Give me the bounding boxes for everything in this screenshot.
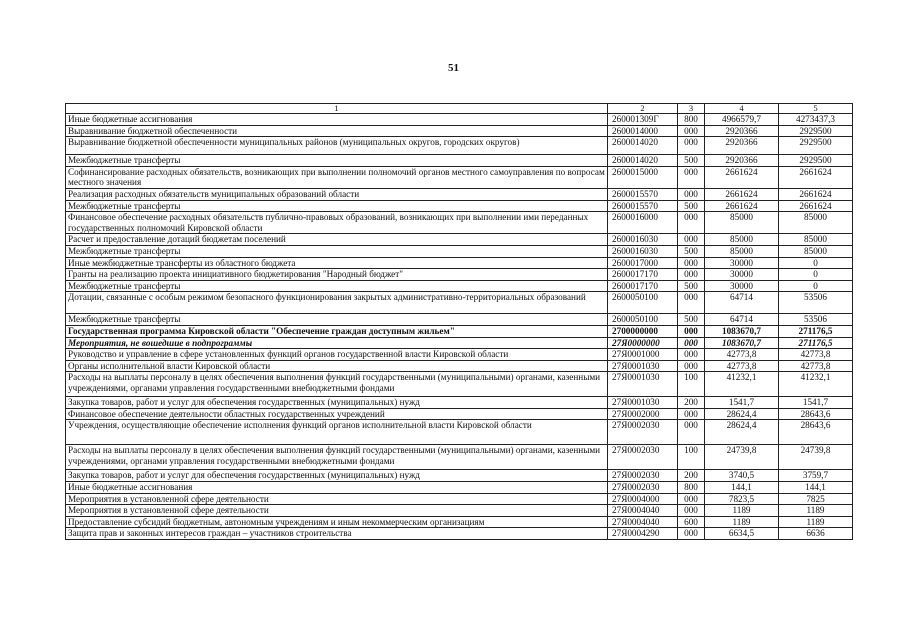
row-value-2023-cell: 2929500 xyxy=(779,155,853,167)
table-row xyxy=(66,337,853,349)
row-name-cell: Расходы на выплаты персоналу в целях обеспечения выполнения функций государственными (муниципальными) органами, казенными учреждениями, органами управления государственными внебюджетными фондами xyxy=(66,445,608,470)
row-code-cell: 27Я0000000 xyxy=(608,337,678,349)
table-row xyxy=(66,292,853,314)
row-type-cell: 000 xyxy=(678,420,705,445)
row-name-cell: Закупка товаров, работ и услуг для обеспечения государственных (муниципальных) нужд xyxy=(66,470,608,482)
row-type-cell: 500 xyxy=(678,280,705,292)
row-type-cell: 000 xyxy=(678,505,705,517)
row-value-2023-cell: 53506 xyxy=(779,314,853,326)
row-name-cell: Мероприятия в установленной сфере деятельности xyxy=(66,505,608,517)
row-value-2023-cell: 271176,5 xyxy=(779,337,853,349)
row-name-cell: Дотации, связанные с особым режимом безопасного функционирования закрытых административно-территориальных образований xyxy=(66,292,608,314)
table-row xyxy=(66,408,853,420)
row-value-2022-cell: 144,1 xyxy=(705,482,779,494)
row-type-cell: 000 xyxy=(678,166,705,188)
row-value-2023-cell: 2661624 xyxy=(779,166,853,188)
row-value-2023-cell: 2661624 xyxy=(779,188,853,200)
table-row xyxy=(66,245,853,257)
row-code-cell: 2600017170 xyxy=(608,269,678,281)
row-name-cell: Финансовое обеспечение деятельности областных государственных учреждений xyxy=(66,408,608,420)
row-code-cell: 2600016030 xyxy=(608,234,678,246)
row-type-cell: 000 xyxy=(678,269,705,281)
row-value-2023-cell: 1189 xyxy=(779,516,853,528)
row-name-cell: Гранты на реализацию проекта инициативного бюджетирования "Народный бюджет" xyxy=(66,269,608,281)
row-value-2022-cell: 1541,7 xyxy=(705,397,779,409)
row-name-cell: Межбюджетные трансферты xyxy=(66,280,608,292)
row-value-2022-cell: 4966579,7 xyxy=(705,114,779,126)
row-value-2023-cell: 6636 xyxy=(779,528,853,540)
row-value-2023-cell: 2661624 xyxy=(779,200,853,212)
table-row xyxy=(66,516,853,528)
row-value-2022-cell: 7823,5 xyxy=(705,493,779,505)
row-value-2022-cell: 2920366 xyxy=(705,125,779,137)
table-row xyxy=(66,234,853,246)
row-value-2022-cell: 3740,5 xyxy=(705,470,779,482)
row-value-2023-cell: 271176,5 xyxy=(779,325,853,337)
row-name-cell: Реализация расходных обязательств муниципальных образований области xyxy=(66,188,608,200)
row-value-2023-cell: 85000 xyxy=(779,212,853,234)
row-type-cell: 000 xyxy=(678,325,705,337)
row-value-2023-cell: 28643,6 xyxy=(779,408,853,420)
row-value-2022-cell: 64714 xyxy=(705,292,779,314)
row-name-cell: Финансовое обеспечение расходных обязательств публично-правовых образований, возникающих при выполнении ими переданных государственных полномочий Кировской области xyxy=(66,212,608,234)
row-name-cell: Предоставление субсидий бюджетным, автономным учреждениям и иным некоммерческим организациям xyxy=(66,516,608,528)
row-value-2023-cell: 42773,8 xyxy=(779,360,853,372)
row-value-2023-cell: 41232,1 xyxy=(779,372,853,397)
row-name-cell: Иные бюджетные ассигнования xyxy=(66,114,608,126)
row-code-cell: 27Я0002030 xyxy=(608,482,678,494)
row-value-2022-cell: 1083670,7 xyxy=(705,337,779,349)
row-code-cell: 2600014000 xyxy=(608,125,678,137)
row-type-cell: 500 xyxy=(678,245,705,257)
row-name-cell: Выравнивание бюджетной обеспеченности муниципальных районов (муниципальных округов, городских округов) xyxy=(66,137,608,155)
row-value-2022-cell: 2661624 xyxy=(705,200,779,212)
row-name-cell: Мероприятия, не вошедшие в подпрограммы xyxy=(66,337,608,349)
table-row xyxy=(66,280,853,292)
table-row xyxy=(66,114,853,126)
row-type-cell: 600 xyxy=(678,516,705,528)
row-value-2022-cell: 2661624 xyxy=(705,188,779,200)
row-code-cell: 27Я0004040 xyxy=(608,516,678,528)
row-code-cell: 27Я0001030 xyxy=(608,360,678,372)
row-value-2023-cell: 53506 xyxy=(779,292,853,314)
row-value-2023-cell: 144,1 xyxy=(779,482,853,494)
row-code-cell: 2600017000 xyxy=(608,257,678,269)
row-code-cell: 2600014020 xyxy=(608,155,678,167)
row-name-cell: Мероприятия в установленной сфере деятельности xyxy=(66,493,608,505)
column-header: 5 xyxy=(779,104,853,114)
row-code-cell: 2600015570 xyxy=(608,188,678,200)
table-row xyxy=(66,314,853,326)
table-row xyxy=(66,125,853,137)
row-value-2023-cell: 42773,8 xyxy=(779,349,853,361)
row-code-cell: 2600050100 xyxy=(608,314,678,326)
row-value-2023-cell: 0 xyxy=(779,280,853,292)
row-value-2022-cell: 30000 xyxy=(705,280,779,292)
row-value-2022-cell: 30000 xyxy=(705,269,779,281)
row-code-cell: 2600017170 xyxy=(608,280,678,292)
row-code-cell: 2600050100 xyxy=(608,292,678,314)
table-row xyxy=(66,397,853,409)
row-value-2022-cell: 42773,8 xyxy=(705,349,779,361)
row-type-cell: 100 xyxy=(678,445,705,470)
row-value-2023-cell: 2929500 xyxy=(779,125,853,137)
row-name-cell: Расчет и предоставление дотаций бюджетам поселений xyxy=(66,234,608,246)
row-type-cell: 000 xyxy=(678,337,705,349)
row-name-cell: Расходы на выплаты персоналу в целях обеспечения выполнения функций государственными (муниципальными) органами, казенными учреждениями, органами управления государственными внебюджетными фондами xyxy=(66,372,608,397)
row-value-2022-cell: 64714 xyxy=(705,314,779,326)
row-type-cell: 000 xyxy=(678,234,705,246)
column-header: 4 xyxy=(705,104,779,114)
row-code-cell: 2600015000 xyxy=(608,166,678,188)
row-type-cell: 800 xyxy=(678,114,705,126)
table-row xyxy=(66,420,853,445)
row-type-cell: 000 xyxy=(678,360,705,372)
row-name-cell: Иные межбюджетные трансферты из областного бюджета xyxy=(66,257,608,269)
column-header: 1 xyxy=(66,104,608,114)
row-value-2022-cell: 42773,8 xyxy=(705,360,779,372)
row-code-cell: 27Я0002030 xyxy=(608,470,678,482)
row-name-cell: Межбюджетные трансферты xyxy=(66,245,608,257)
row-type-cell: 500 xyxy=(678,200,705,212)
row-value-2023-cell: 4273437,3 xyxy=(779,114,853,126)
row-value-2022-cell: 1189 xyxy=(705,516,779,528)
budget-table xyxy=(65,103,853,540)
row-type-cell: 000 xyxy=(678,125,705,137)
row-value-2022-cell: 2920366 xyxy=(705,155,779,167)
row-name-cell: Межбюджетные трансферты xyxy=(66,155,608,167)
row-name-cell: Государственная программа Кировской области "Обеспечение граждан доступным жильем" xyxy=(66,325,608,337)
table-row xyxy=(66,155,853,167)
column-header: 3 xyxy=(678,104,705,114)
row-value-2023-cell: 7825 xyxy=(779,493,853,505)
table-row xyxy=(66,137,853,155)
row-value-2022-cell: 30000 xyxy=(705,257,779,269)
table-row xyxy=(66,445,853,470)
table-row xyxy=(66,257,853,269)
row-value-2022-cell: 85000 xyxy=(705,245,779,257)
row-name-cell: Руководство и управление в сфере установленных функций органов государственной власти Кировской области xyxy=(66,349,608,361)
row-type-cell: 500 xyxy=(678,314,705,326)
row-value-2023-cell: 2929500 xyxy=(779,137,853,155)
table-row xyxy=(66,166,853,188)
row-value-2023-cell: 3759,7 xyxy=(779,470,853,482)
table-row xyxy=(66,325,853,337)
row-name-cell: Защита прав и законных интересов граждан – участников строительства xyxy=(66,528,608,540)
row-value-2022-cell: 1189 xyxy=(705,505,779,517)
row-type-cell: 000 xyxy=(678,292,705,314)
row-value-2023-cell: 28643,6 xyxy=(779,420,853,445)
row-value-2022-cell: 28624,4 xyxy=(705,408,779,420)
row-type-cell: 000 xyxy=(678,408,705,420)
row-value-2022-cell: 28624,4 xyxy=(705,420,779,445)
row-name-cell: Иные бюджетные ассигнования xyxy=(66,482,608,494)
row-value-2022-cell: 85000 xyxy=(705,212,779,234)
row-code-cell: 27Я0002030 xyxy=(608,445,678,470)
table-row xyxy=(66,360,853,372)
row-value-2023-cell: 24739,8 xyxy=(779,445,853,470)
table-row xyxy=(66,470,853,482)
page-number: 51 xyxy=(448,62,459,74)
row-name-cell: Межбюджетные трансферты xyxy=(66,314,608,326)
row-code-cell: 27Я0001000 xyxy=(608,349,678,361)
table-row xyxy=(66,493,853,505)
row-type-cell: 100 xyxy=(678,372,705,397)
row-type-cell: 000 xyxy=(678,137,705,155)
row-code-cell: 260001309Г xyxy=(608,114,678,126)
table-row xyxy=(66,269,853,281)
row-type-cell: 000 xyxy=(678,188,705,200)
row-value-2022-cell: 1083670,7 xyxy=(705,325,779,337)
row-value-2023-cell: 85000 xyxy=(779,234,853,246)
table-row xyxy=(66,482,853,494)
row-name-cell: Выравнивание бюджетной обеспеченности xyxy=(66,125,608,137)
row-value-2023-cell: 1541,7 xyxy=(779,397,853,409)
row-name-cell: Органы исполнительной власти Кировской области xyxy=(66,360,608,372)
table-row xyxy=(66,372,853,397)
table-row xyxy=(66,212,853,234)
row-code-cell: 27Я0004000 xyxy=(608,493,678,505)
row-code-cell: 27Я0002030 xyxy=(608,420,678,445)
row-type-cell: 000 xyxy=(678,212,705,234)
row-code-cell: 27Я0004040 xyxy=(608,505,678,517)
row-code-cell: 27Я0002000 xyxy=(608,408,678,420)
row-code-cell: 2700000000 xyxy=(608,325,678,337)
row-value-2022-cell: 24739,8 xyxy=(705,445,779,470)
row-name-cell: Учреждения, осуществляющие обеспечение исполнения функций органов исполнительной власти Кировской области xyxy=(66,420,608,445)
row-value-2022-cell: 85000 xyxy=(705,234,779,246)
row-type-cell: 500 xyxy=(678,155,705,167)
row-type-cell: 000 xyxy=(678,493,705,505)
table-row xyxy=(66,349,853,361)
row-value-2023-cell: 85000 xyxy=(779,245,853,257)
row-value-2023-cell: 0 xyxy=(779,269,853,281)
row-code-cell: 2600016030 xyxy=(608,245,678,257)
row-value-2023-cell: 1189 xyxy=(779,505,853,517)
row-type-cell: 200 xyxy=(678,470,705,482)
row-type-cell: 000 xyxy=(678,349,705,361)
row-code-cell: 27Я0001030 xyxy=(608,397,678,409)
table-row xyxy=(66,188,853,200)
row-value-2022-cell: 2661624 xyxy=(705,166,779,188)
table-header-row xyxy=(66,104,853,114)
row-value-2022-cell: 2920366 xyxy=(705,137,779,155)
row-value-2023-cell: 0 xyxy=(779,257,853,269)
row-value-2022-cell: 6634,5 xyxy=(705,528,779,540)
row-code-cell: 2600015570 xyxy=(608,200,678,212)
row-type-cell: 200 xyxy=(678,397,705,409)
row-name-cell: Софинансирование расходных обязательств, возникающих при выполнении полномочий органов местного самоуправления по вопросам местного значения xyxy=(66,166,608,188)
column-header: 2 xyxy=(608,104,678,114)
table-row xyxy=(66,200,853,212)
row-name-cell: Закупка товаров, работ и услуг для обеспечения государственных (муниципальных) нужд xyxy=(66,397,608,409)
row-code-cell: 2600016000 xyxy=(608,212,678,234)
row-code-cell: 2600014020 xyxy=(608,137,678,155)
table-row xyxy=(66,505,853,517)
row-code-cell: 27Я0001030 xyxy=(608,372,678,397)
row-value-2022-cell: 41232,1 xyxy=(705,372,779,397)
table-row xyxy=(66,528,853,540)
row-type-cell: 000 xyxy=(678,257,705,269)
row-name-cell: Межбюджетные трансферты xyxy=(66,200,608,212)
row-type-cell: 000 xyxy=(678,528,705,540)
row-type-cell: 800 xyxy=(678,482,705,494)
row-code-cell: 27Я0004290 xyxy=(608,528,678,540)
